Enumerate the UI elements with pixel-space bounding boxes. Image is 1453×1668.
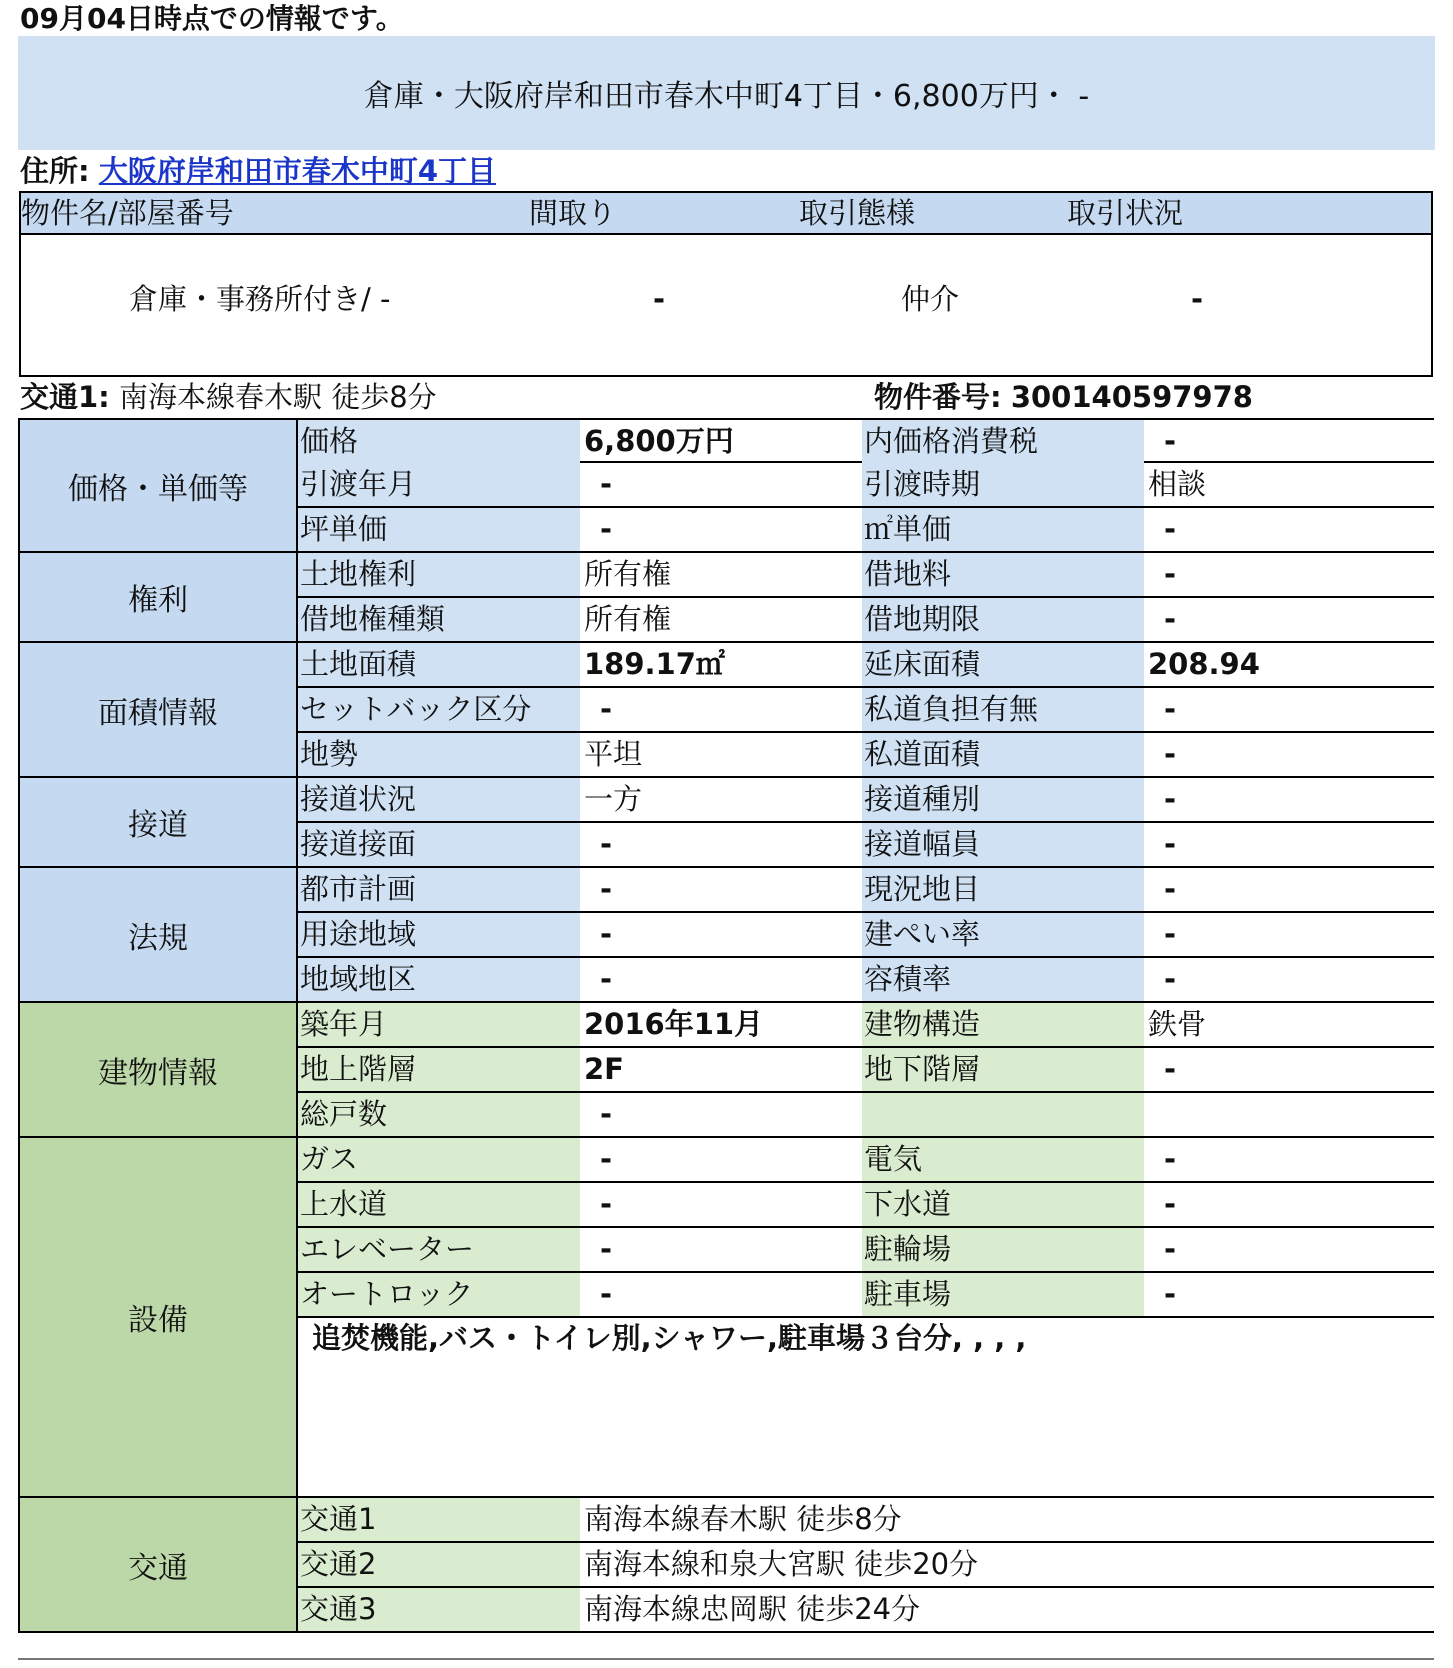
summary-value-name: 倉庫・事務所付き/ -: [129, 282, 391, 316]
section-building: 建物情報: [18, 1003, 298, 1138]
row-label: 上水道: [298, 1183, 580, 1226]
section-price: 価格・単価等: [18, 418, 298, 553]
section-road: 接道: [18, 778, 298, 868]
row-label: 駐輪場: [862, 1228, 1144, 1271]
row-value: -: [1164, 692, 1177, 726]
summary-header-transaction-status: 取引状況: [1067, 196, 1184, 230]
row-value: -: [600, 1187, 613, 1221]
row-label: 建物構造: [862, 1003, 1144, 1046]
row-value: -: [1164, 1142, 1177, 1176]
table-row: [298, 1003, 1434, 1048]
row-label: 地域地区: [298, 958, 580, 1001]
row-value: -: [600, 827, 613, 861]
row-label: 借地期限: [862, 598, 1144, 641]
row-value: -: [1164, 782, 1177, 816]
property-number-value: 300140597978: [1010, 380, 1253, 414]
table-row: [298, 733, 1434, 778]
summary-header-name: 物件名/部屋番号: [21, 196, 234, 230]
table-row: [298, 1273, 1434, 1318]
transport-label: 交通1: [298, 1498, 580, 1541]
section-rights: 権利: [18, 553, 298, 643]
table-row: [298, 1048, 1434, 1093]
row-label: 地上階層: [298, 1048, 580, 1091]
equipment-note-text: 追焚機能,バス・トイレ別,シャワー,駐車場３台分, , , ,: [312, 1321, 1027, 1355]
row-value: 所有権: [584, 602, 672, 636]
row-value: -: [1164, 827, 1177, 861]
table-row: [298, 598, 1434, 643]
row-value: -: [600, 1232, 613, 1266]
row-value: -: [600, 512, 613, 546]
table-row: [298, 1228, 1434, 1273]
row-value: 189.17㎡: [584, 647, 725, 681]
row-label: ガス: [298, 1138, 580, 1181]
row-label: 借地料: [862, 553, 1144, 596]
row-value: -: [1164, 872, 1177, 906]
row-value: -: [600, 917, 613, 951]
listing-title-band: [18, 36, 1435, 150]
table-row: [298, 643, 1434, 688]
table-row: [298, 1498, 1434, 1543]
summary-header: [21, 193, 1431, 235]
row-label: 用途地域: [298, 913, 580, 956]
row-value: -: [1164, 962, 1177, 996]
row-label: 土地権利: [298, 553, 580, 596]
row-value: -: [1164, 1052, 1177, 1086]
table-row: [298, 463, 1434, 508]
address-link[interactable]: 大阪府岸和田市春木中町4丁目: [98, 154, 497, 188]
row-label: 接道接面: [298, 823, 580, 866]
row-label: 現況地目: [862, 868, 1144, 911]
row-value: -: [600, 962, 613, 996]
row-label: 接道種別: [862, 778, 1144, 821]
transport-value: 南海本線春木駅 徒歩8分: [584, 1502, 902, 1536]
row-label: 延床面積: [862, 643, 1144, 686]
row-label: 都市計画: [298, 868, 580, 911]
row-label: 価格: [298, 420, 580, 463]
row-value: -: [600, 692, 613, 726]
row-label: 総戸数: [298, 1093, 580, 1136]
row-value: -: [1164, 602, 1177, 636]
access-line: [20, 377, 1440, 417]
summary-value-transaction-status: -: [1191, 282, 1204, 316]
row-value: 所有権: [584, 557, 672, 591]
row-label: 坪単価: [298, 508, 580, 551]
summary-header-transaction-type: 取引態様: [799, 196, 916, 230]
section-law: 法規: [18, 868, 298, 1003]
property-number: [874, 377, 1253, 417]
table-row: [298, 778, 1434, 823]
table-row: [298, 1183, 1434, 1228]
table-row: [298, 913, 1434, 958]
row-label: [862, 1093, 1144, 1136]
table-row: [298, 553, 1434, 598]
table-row: [298, 1138, 1434, 1183]
section-area: 面積情報: [18, 643, 298, 778]
row-label: ㎡単価: [862, 508, 1144, 551]
detail-table: [18, 418, 1434, 1648]
transport-label: 交通2: [298, 1543, 580, 1586]
row-value: 一方: [584, 782, 643, 816]
row-value: -: [1164, 512, 1177, 546]
row-value: 208.94: [1148, 647, 1260, 681]
transport-value: 南海本線和泉大宮駅 徒歩20分: [584, 1547, 979, 1581]
row-value: -: [1164, 557, 1177, 591]
listing-title: 倉庫・大阪府岸和田市春木中町4丁目・6,800万円・ -: [363, 79, 1090, 114]
table-row: [298, 868, 1434, 913]
row-value: -: [1164, 1277, 1177, 1311]
row-label: 容積率: [862, 958, 1144, 1001]
access-value: 南海本線春木駅 徒歩8分: [119, 380, 437, 414]
transport-value: 南海本線忠岡駅 徒歩24分: [584, 1592, 921, 1626]
row-value: 2016年11月: [584, 1007, 764, 1041]
row-label: 接道状況: [298, 778, 580, 821]
table-row: [298, 958, 1434, 1003]
section-equipment: 設備: [18, 1138, 298, 1498]
summary-value-transaction-type: 仲介: [901, 282, 960, 316]
summary-value-layout: -: [653, 282, 666, 316]
row-label: オートロック: [298, 1273, 580, 1316]
row-label: 築年月: [298, 1003, 580, 1046]
row-value: -: [600, 1277, 613, 1311]
row-label: 接道幅員: [862, 823, 1144, 866]
row-value: 相談: [1148, 467, 1207, 501]
row-label: 引渡時期: [862, 463, 1144, 506]
row-label: 地勢: [298, 733, 580, 776]
row-label: セットバック区分: [298, 688, 580, 731]
table-row: [298, 508, 1434, 553]
row-value: 鉄骨: [1148, 1007, 1207, 1041]
address-label: 住所:: [20, 154, 90, 188]
row-label: 私道負担有無: [862, 688, 1144, 731]
table-row: [298, 1588, 1434, 1633]
row-value: -: [600, 467, 613, 501]
summary-header-layout: 間取り: [529, 196, 617, 230]
row-value: -: [1164, 737, 1177, 771]
row-label: 内価格消費税: [862, 420, 1144, 463]
row-label: 駐車場: [862, 1273, 1144, 1316]
equipment-note: [298, 1318, 1434, 1498]
row-value: -: [1164, 917, 1177, 951]
table-row: [298, 1093, 1434, 1138]
row-label: 地下階層: [862, 1048, 1144, 1091]
transport-label: 交通3: [298, 1588, 580, 1631]
table-row: [298, 1543, 1434, 1588]
row-value: 2F: [584, 1052, 624, 1086]
row-label: 土地面積: [298, 643, 580, 686]
row-value: [1144, 1093, 1434, 1136]
row-label: 引渡年月: [298, 463, 580, 506]
row-value: -: [600, 1142, 613, 1176]
bottom-divider: [18, 1658, 1434, 1660]
table-row: [298, 418, 1434, 463]
row-label: エレベーター: [298, 1228, 580, 1271]
row-label: 借地権種類: [298, 598, 580, 641]
row-label: 建ぺい率: [862, 913, 1144, 956]
row-value: -: [1164, 1232, 1177, 1266]
row-label: 電気: [862, 1138, 1144, 1181]
row-label: 私道面積: [862, 733, 1144, 776]
address-row: [20, 152, 496, 190]
row-value: 平坦: [584, 737, 643, 771]
section-transport: 交通: [18, 1498, 298, 1633]
access-label: 交通1:: [20, 380, 110, 414]
property-number-label: 物件番号:: [874, 380, 1002, 414]
row-value: -: [1164, 424, 1177, 458]
summary-table: [19, 191, 1433, 377]
row-value: 6,800万円: [584, 424, 734, 458]
row-value: -: [1164, 1187, 1177, 1221]
table-row: [298, 823, 1434, 868]
row-value: -: [600, 1097, 613, 1131]
row-label: 下水道: [862, 1183, 1144, 1226]
as-of-notice: 09月04日時点での情報です。: [20, 2, 404, 35]
row-value: -: [600, 872, 613, 906]
table-row: [298, 688, 1434, 733]
